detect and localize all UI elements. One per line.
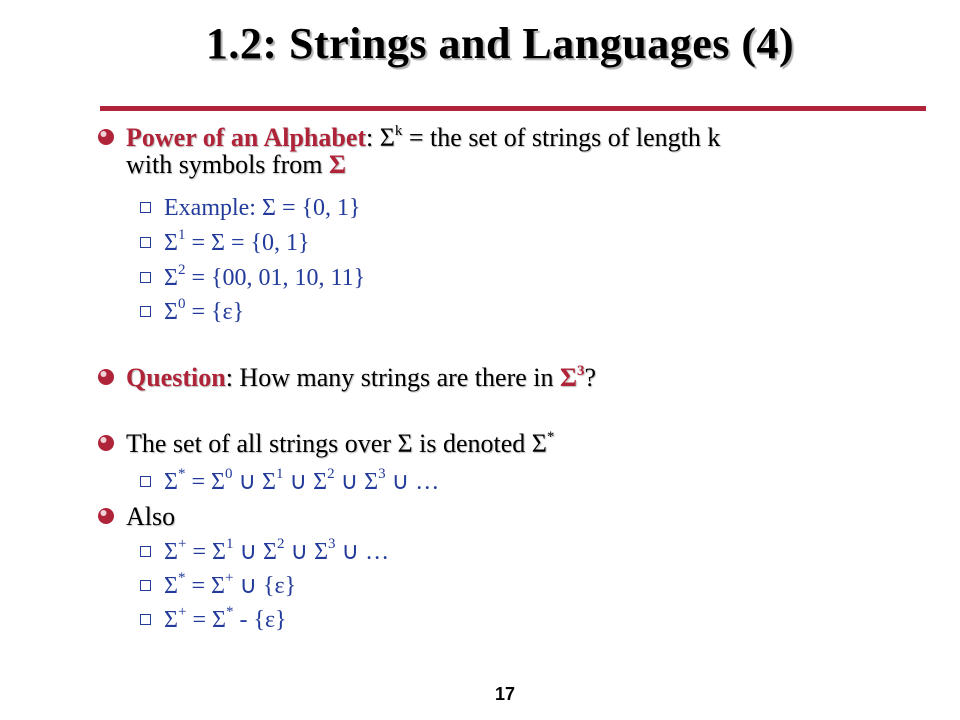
square-bullet-icon — [140, 306, 151, 317]
title-divider — [100, 106, 926, 111]
term-question: Question — [126, 363, 226, 392]
bullet-marker-icon — [96, 364, 118, 391]
bullet-marker-icon — [96, 430, 118, 457]
bullet-marker-icon — [96, 124, 118, 151]
bullet-marker-icon — [96, 503, 118, 530]
sub-item-sigma-plus-def: $\Sigma^+ = \Sigma^1$ ∪ $\Sigma^2$ ∪ $\Sigma^3$ ∪ … — [140, 538, 389, 566]
sub-item-sigma2: $\Sigma^2 = \{00$, 01, 10, 11} — [140, 264, 365, 292]
sub-item-example: Example: Σ = {0, 1} — [140, 194, 361, 222]
square-bullet-icon — [140, 237, 151, 248]
sub-item-plus-equals-star: Σ+ = Σ* - {ε} — [140, 606, 287, 634]
sub-item-star-equals-plus: Σ* = Σ+ ∪ {ε} — [140, 572, 296, 600]
page-number: 17 — [494, 684, 516, 704]
sub-item-sigma1: $\Sigma^1 = \Sigma = \{0$, 1} — [140, 229, 310, 257]
square-bullet-icon — [140, 614, 151, 625]
square-bullet-icon — [140, 580, 151, 591]
term-power-of-alphabet: Power of an Alphabet — [126, 123, 367, 152]
sub-item-sigma-star-def: $\Sigma^* = \Sigma^0$ ∪ $\Sigma^1$ ∪ $\Sigma^2$ ∪ $\Sigma^3$ ∪ … — [140, 468, 439, 496]
square-bullet-icon — [140, 476, 151, 487]
sub-item-sigma0: $\Sigma^0 = \{\varepsilon\}$ — [140, 298, 244, 326]
square-bullet-icon — [140, 546, 151, 557]
square-bullet-icon — [140, 202, 151, 213]
slide-title: 1.2: Strings and Languages (4) — [205, 19, 795, 68]
square-bullet-icon — [140, 272, 151, 283]
